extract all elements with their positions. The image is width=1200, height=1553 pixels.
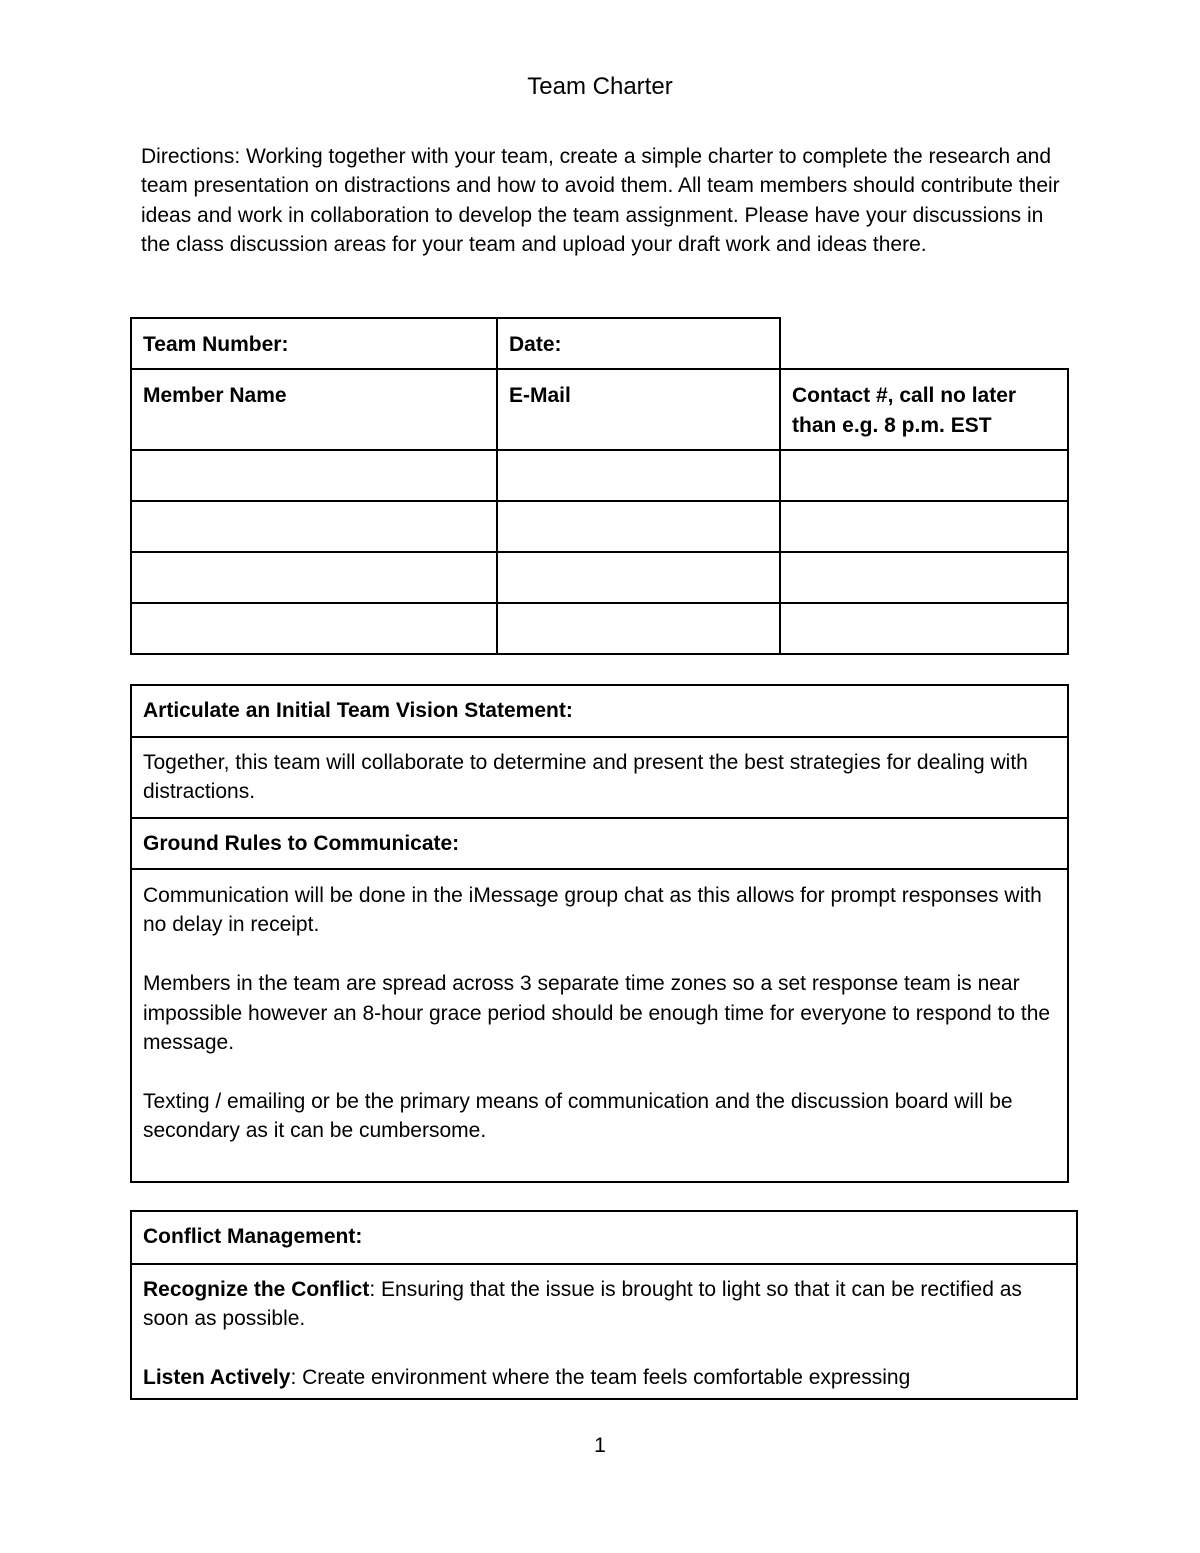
vision-text: Together, this team will collaborate to determine and present the best strategies for dealing with distractions. [143,751,1028,804]
vision-text-row[interactable] [132,738,1067,819]
table-row-1-contact[interactable] [779,449,1069,502]
team-number-label: Team Number: [143,333,289,356]
page-number: 1 [594,1434,606,1457]
table-row-2-name[interactable] [130,500,498,553]
table-row-4-email[interactable] [496,602,781,655]
email-header-label: E-Mail [509,384,571,407]
table-row-2-email[interactable] [496,500,781,553]
table-row-3-contact[interactable] [779,551,1069,604]
contact-header-label: Contact #, call no later than e.g. 8 p.m. EST [792,384,1017,437]
conflict-management-section [130,1210,1078,1400]
conflict-item-text: : Ensuring that the issue is brought to light so that it can be rectified as soon as possible. [143,1278,1022,1331]
table-row-1-name[interactable] [130,449,498,502]
conflict-item [143,1275,1066,1334]
vision-ground-rules-section [130,684,1069,1183]
ground-rules-text-row[interactable] [132,870,1067,1181]
member-name-header [130,368,498,451]
conflict-heading-row [132,1212,1076,1265]
conflict-text-row[interactable] [132,1265,1076,1398]
ground-rule-paragraph: Members in the team are spread across 3 separate time zones so a set response team is near impossible however an 8-hour grace period should be enough time for everyone to respond to the message. [143,972,1051,1055]
member-name-header-label: Member Name [143,384,287,407]
vision-heading: Articulate an Initial Team Vision Statement: [143,699,573,722]
conflict-item-text: : Create environment where the team feels comfortable expressing [290,1366,911,1390]
page-title: Team Charter [527,73,673,100]
table-row-1-email[interactable] [496,449,781,502]
conflict-heading: Conflict Management: [143,1225,363,1248]
date-label: Date: [509,333,562,356]
contact-header [779,368,1069,451]
table-row-4-name[interactable] [130,602,498,655]
team-number-cell[interactable] [130,317,498,370]
date-cell[interactable] [496,317,781,370]
table-row-4-contact[interactable] [779,602,1069,655]
conflict-item-term: Listen Actively [143,1366,291,1390]
vision-heading-row [132,686,1067,738]
conflict-item [143,1363,1066,1392]
ground-rules-heading-row [132,819,1067,870]
table-row-3-name[interactable] [130,551,498,604]
table-row-2-contact[interactable] [779,500,1069,553]
ground-rule-paragraph: Texting / emailing or be the primary means of communication and the discussion board will be secondary as it can be cumbersome. [143,1089,1013,1143]
ground-rule-paragraph: Communication will be done in the iMessage group chat as this allows for prompt responses with no delay in receipt. [143,884,1042,937]
email-header [496,368,781,451]
directions-text: Directions: Working together with your team, create a simple charter to complete the research and team presentation on distractions and how to avoid them. All team members should contribute their ideas and work in collaboration to develop the team assignment. Please have your discussions in the class discussion areas for your team and upload your draft work and ideas there. [141,145,1060,257]
table-row-3-email[interactable] [496,551,781,604]
ground-rules-heading: Ground Rules to Communicate: [143,832,460,855]
conflict-item-term: Recognize the Conflict [143,1278,370,1301]
